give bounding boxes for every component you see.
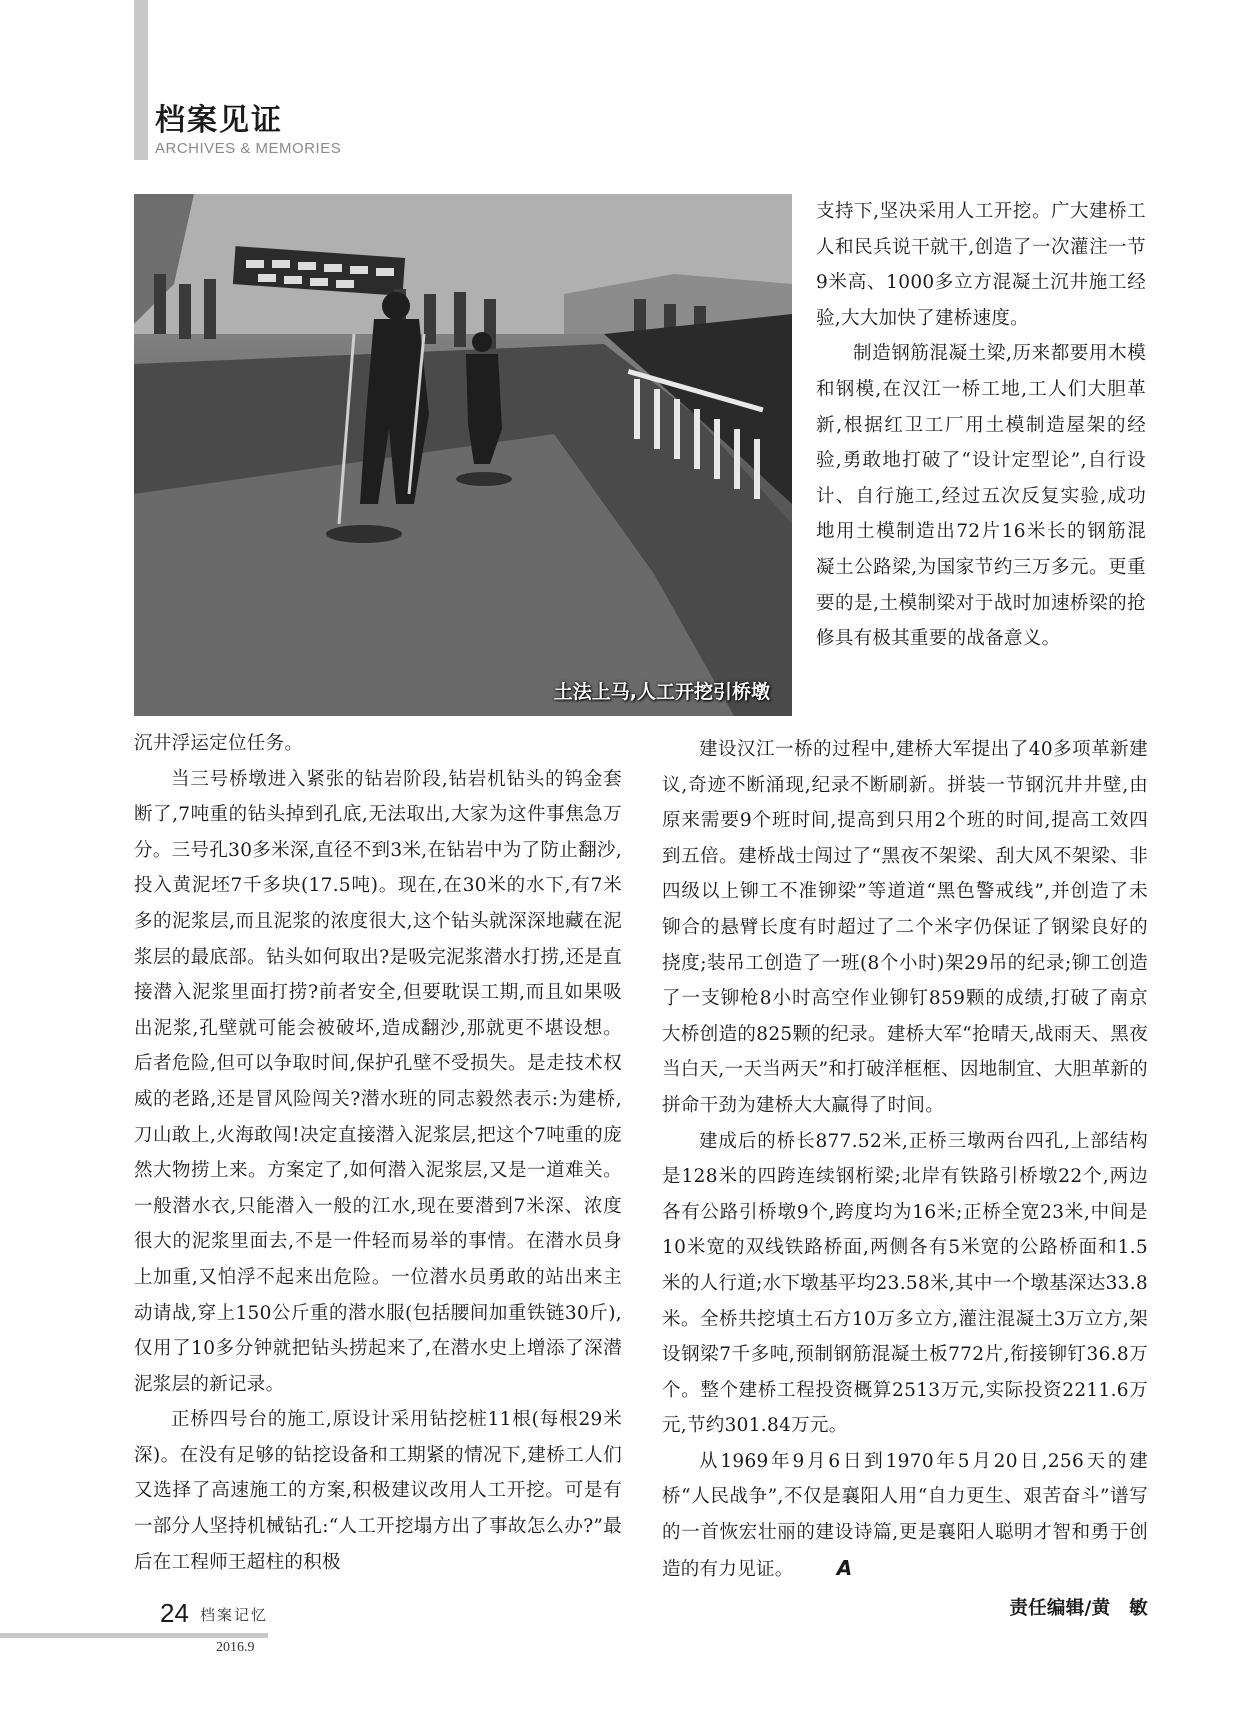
paragraph: 当三号桥墩进入紧张的钻岩阶段,钻岩机钻头的钨金套断了,7吨重的钻头掉到孔底,无法取出,大家为这件事焦急万分。三号孔30多米深,直径不到3米,在钻岩中为了防止翻沙,投入黄泥坯7千多块(17.5吨)。现在,在30米的水下,有7米多的泥浆层,而且泥浆的浓度很大,这个钻头就深深地藏在泥浆层的最底部。钻头如何取出?是吸完泥浆潜水打捞,还是直接潜入泥浆里面打捞?前者安全,但要耽误工期,而且如果吸出泥浆,孔壁就可能会被破坏,造成翻沙,那就更不堪设想。后者危险,但可以争取时间,保护孔壁不受损失。是走技术权威的老路,还是冒风险闯关?潜水班的同志毅然表示:为建桥,刀山敢上,火海敢闯!决定直接潜入泥浆层,把这个7吨重的庞然大物捞上来。方案定了,如何潜入泥浆层,又是一道难关。一般潜水衣,只能潜入一般的江水,现在要潜到7米深、浓度很大的泥浆里面去,不是一件轻而易举的事情。在潜水员身上加重,又怕浮不起来出危险。一位潜水员勇敢的站出来主动请战,穿上150公斤重的潜水服(包括腰间加重铁链30斤),仅用了10多分钟就把钻头捞起来了,在潜水史上增添了深潜泥浆层的新记录。 [134, 768, 622, 1395]
footer-rule [0, 1633, 268, 1638]
paragraph [662, 1444, 1148, 1587]
construction-photo [134, 194, 792, 716]
article-column-right-bottom [662, 732, 1148, 1627]
editor-credit: 责任编辑/黄 敏 [1009, 1598, 1148, 1620]
photo-caption: 土法上马,人工开挖引桥墩 [553, 681, 770, 703]
paragraph: 正桥四号台的施工,原设计采用钻挖桩11根(每根29米深)。在没有足够的钻挖设备和工期紧的情况下,建桥工人们又选择了高速施工的方案,积极建议改用人工开挖。可是有一部分人坚持机械钻孔:“人工开挖塌方出了事故怎么办?”最后在工程师王超柱的积极 [134, 1409, 622, 1573]
paragraph: 制造钢筋混凝土梁,历来都要用木模和钢模,在汉江一桥工地,工人们大胆革新,根据红卫工厂用土模制造屋架的经验,勇敢地打破了“设计定型论”,自行设计、自行施工,经过五次反复实验,成功地用土模制造出72片16米长的钢筋混凝土公路梁,为国家节约三万多元。更重要的是,土模制梁对于战时加速桥梁的抢修具有极其重要的战备意义。 [816, 343, 1146, 650]
page-number: 24 [160, 1598, 189, 1628]
section-subtitle: ARCHIVES & MEMORIES [155, 140, 342, 157]
section-title: 档案见证 [155, 103, 283, 138]
article-column-left [134, 726, 622, 1580]
issue-date: 2016.9 [216, 1640, 255, 1655]
end-mark-icon: A [836, 1555, 853, 1580]
paragraph: 支持下,坚决采用人工开挖。广大建桥工人和民兵说干就干,创造了一次灌注一节9米高、1000多立方混凝土沉井施工经验,大大加快了建桥速度。 [816, 201, 1146, 329]
paragraph: 建成后的桥长877.52米,正桥三墩两台四孔,上部结构是128米的四跨连续钢桁梁;北岸有铁路引桥墩22个,两边各有公路引桥墩9个,跨度均为16米;正桥全宽23米,中间是10米宽的双线铁路桥面,两侧各有5米宽的公路桥面和1.5米的人行道;水下墩基平均23.58米,其中一个墩基深达33.8米。全桥共挖填土石方10万多立方,灌注混凝土3万立方,架设钢梁7千多吨,预制钢筋混凝土板772片,衔接铆钉36.8万个。整个建桥工程投资概算2513万元,实际投资2211.6万元,节约301.84万元。 [662, 1130, 1148, 1437]
photo-illustration [134, 194, 792, 716]
header-decor-bar [134, 0, 148, 160]
paragraph: 沉井浮运定位任务。 [134, 733, 304, 754]
journal-name: 档案记忆 [200, 1606, 269, 1624]
paragraph: 建设汉江一桥的过程中,建桥大军提出了40多项革新建议,奇迹不断涌现,纪录不断刷新。拼装一节钢沉井井壁,由原来需要9个班时间,提高到只用2个班的时间,提高工效四到五倍。建桥战士闯过了“黑夜不架梁、刮大风不架梁、非四级以上铆工不准铆梁”等道道“黑色警戒线”,并创造了未铆合的悬臂长度有时超过了二个米字仍保证了钢梁良好的挠度;装吊工创造了一班(8个小时)架29吊的纪录;铆工创造了一支铆枪8小时高空作业铆钉859颗的成绩,打破了南京大桥创造的825颗的纪录。建桥大军“抢晴天,战雨天、黑夜当白天,一天当两天”和打破洋框框、因地制宜、大胆革新的拼命干劲为建桥大大赢得了时间。 [662, 739, 1148, 1116]
paragraph-text: 从1969年9月6日到1970年5月20日,256天的建桥“人民战争”,不仅是襄阳人用“自力更生、艰苦奋斗”谱写的一首恢宏壮丽的建设诗篇,更是襄阳人聪明才智和勇于创造的有力见证。 [662, 1450, 1148, 1580]
article-column-right-top [816, 194, 1146, 657]
